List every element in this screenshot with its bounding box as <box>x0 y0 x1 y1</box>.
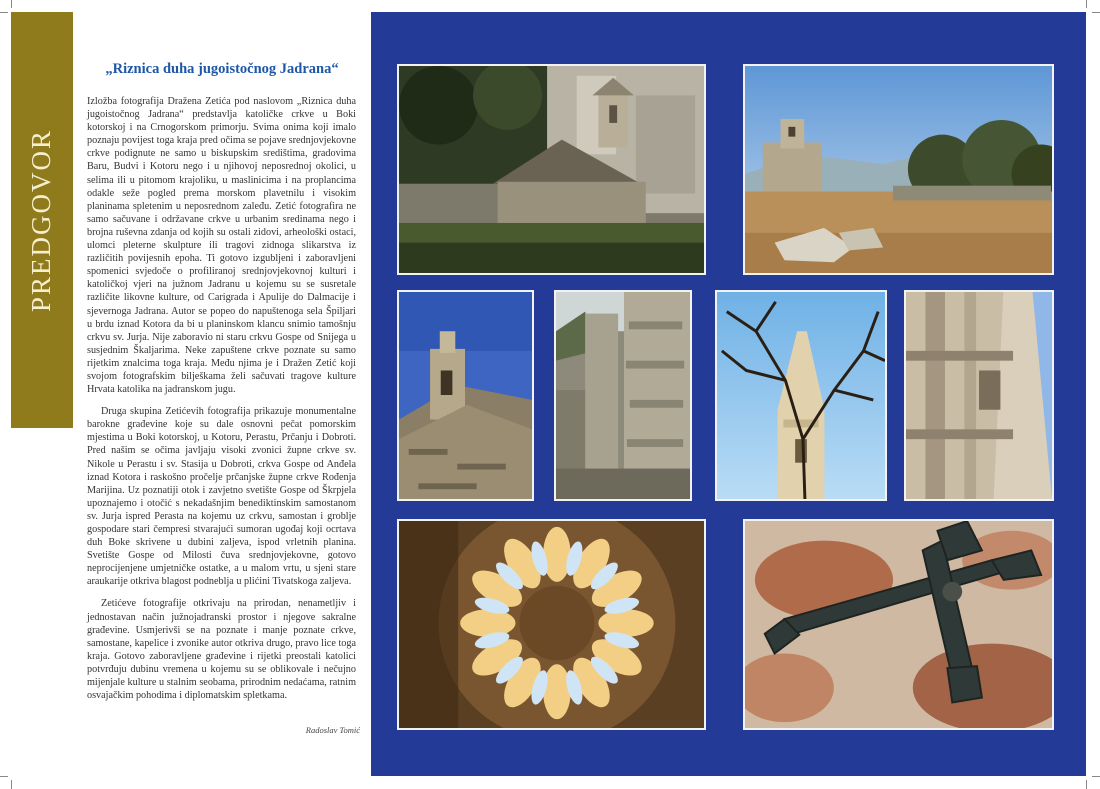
photo-baroque-facade <box>904 290 1054 501</box>
photo-ruined-wall <box>554 290 692 501</box>
photo-bell-gable <box>397 290 534 501</box>
photo-stone-chapel-cliff <box>397 64 706 275</box>
photo-church-ruins-field <box>743 64 1054 275</box>
article-paragraph: Zetićeve fotografije otkrivaju na prirodan, nenametljiv i jednostavan način južnojadranski prostor i njegove sakralne građevine. Usmjerivši se na poznate i manje poznate crkve, samostane, kapelice i zvonike autor otkriva drugo, pravo lice toga kraja. Gotovo zaboravljene građevine i rijetki preostali katolici potvrđuju dubinu vremena u kojemu su se oblikovale i nečujno mijenjale kulture u stalnim seobama, prirodnim nedaćama, ratnim osvajačkim pohodima i diplomatskim spletkama. <box>87 598 356 702</box>
crop-mark <box>11 780 12 789</box>
photo-bell-tower-tree <box>715 290 887 501</box>
article-body <box>87 95 356 711</box>
section-tab <box>11 12 73 428</box>
article-paragraph: Druga skupina Zetićevih fotografija prikazuje monumentalne barokne građevine koje su dale osnovni pečat pomorskim mjestima u Boki kotorskoj, u Kotoru, Perastu, Prčanju i Dobroti. Pred našim se očima javljaju visoki zvonici župne crkve sv. Nikole u Perastu i sv. Stasija u Dobroti, crkva Gospe od Anđela iznad Kotora i raskošno pročelje prčanjske župne crkve Rođenja Marijina. Uz poznatiji otok i zavjetno svetište Gospe od Škrpjela upoznajemo i otočić s nekadašnjim benediktinskim samostanom sv. Jurja ispred Perasta na kojemu uz crkvu, samostan i groblje gospodare stari čempresi stvarajući sumoran ugođaj koji ocrtava duh Boke skrivene u dubini zaljeva, ispod vrletnih planina. Svetište Gospe od Milosti čuva srednjovjekovne, gotovo neprocijenjene umjetničke ostatke, a u malom vrtu, u sjeni stare araukarije otkriva blagost podneblja u plićini Tivatskoga zaljeva. <box>87 406 356 588</box>
article-author: Radoslav Tomić <box>305 725 360 735</box>
photo-rusty-cross <box>743 519 1054 730</box>
crop-mark <box>1086 780 1087 789</box>
crop-mark <box>1092 12 1100 13</box>
crop-mark <box>0 12 8 13</box>
crop-mark <box>0 776 8 777</box>
section-tab-label: PREDGOVOR <box>26 128 57 312</box>
crop-mark <box>11 0 12 8</box>
crop-mark <box>1086 0 1087 8</box>
photo-rose-window <box>397 519 706 730</box>
article-paragraph: Izložba fotografija Dražena Zetića pod naslovom „Riznica duha jugoistočnog Jadrana“ predstavlja katoličke crkve u Boki kotorskoj i na Crnogorskom primorju. Svima onima koji imalo poznaju povijest toga kraja pred očima se pojave srednjovjekovne crkve podignute ne samo u biskupskim središtima, gradovima Baru, Budvi i Kotoru nego i u njihovoj neposrednoj okolici, u selima ili u pitomom krajoliku, u maslinicima i na proplancima odakle seže pogled prema morskom plavetnilu i visokim planinama spletenim u neposrednom zaleđu. Zetić fotografira ne samo sačuvane i održavane crkve u urbanim sredinama nego i brojna ruševna zdanja od kojih su ostali zidovi, arheološki ostaci, ulomci pleterne skulpture ili tragovi zidnoga slikarstva iz različitih povijesnih epoha. Ti gotovo izgubljeni i zaboravljeni spomenici svjedoče o profiliranoj srednjovjekovnoj kulturi i katoličkoj vjeri na južnom Jadranu u kojemu su se susretale različite likovne kulture, od Carigrada i Apulije do Dalmacije i sjevernoga Jadrana. Autor se popeo do napuštenoga sela Špiljari u brdu iznad Kotora da bi u planinskom klancu snimio tamošnju crkvu sv. Jurja. Nije zaboravio ni staru crkvu Gospe od Snijega u susjednim Škaljarima. Neke zapuštene crkve poznate su samo rijetkim znalcima toga kraja. Među njima je i Dražen Zetić koji svojom fotografskim bilješkama želi sačuvati tragove kulture Hrvata katolika na jadranskom jugu. <box>87 96 356 396</box>
crop-mark <box>1092 776 1100 777</box>
article-title: „Riznica duha jugoistočnog Jadrana“ <box>105 61 339 77</box>
